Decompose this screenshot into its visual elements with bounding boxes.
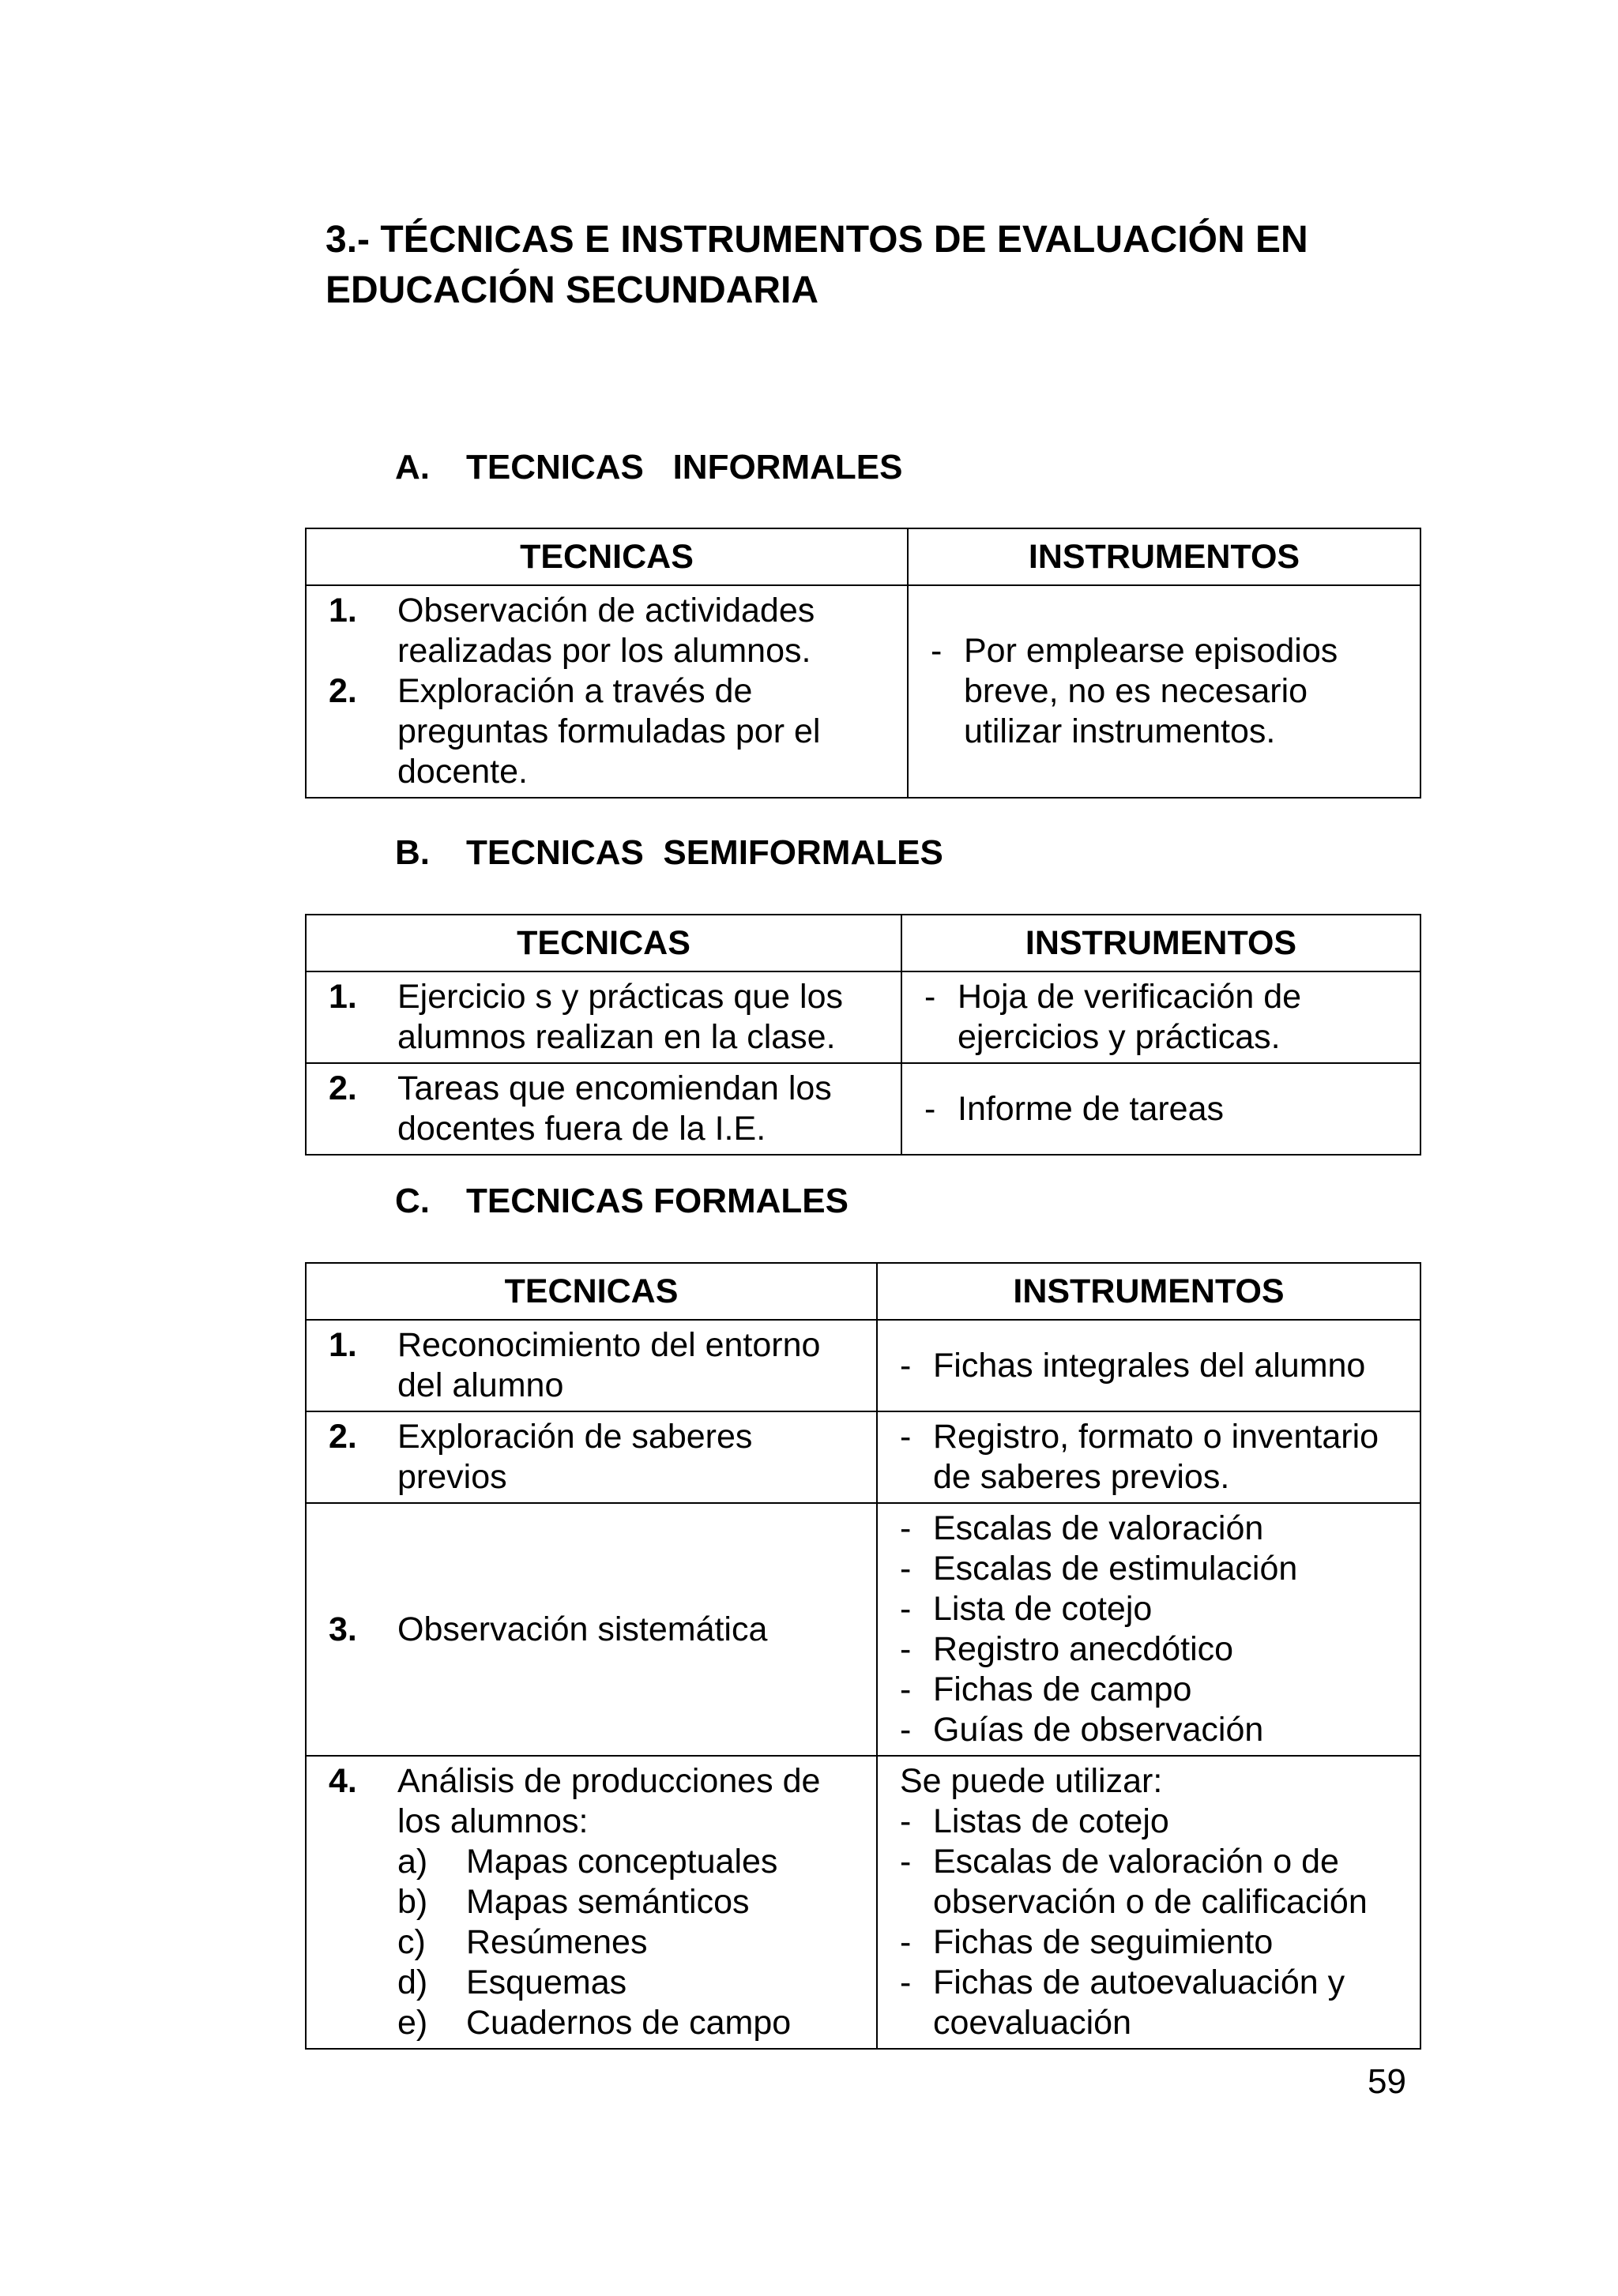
instrumento-text: Fichas de campo	[933, 1670, 1192, 1708]
item-text: Tareas que encomiendan los docentes fuera de la I.E.	[397, 1069, 832, 1148]
instrumento-item: - Registro anecdótico	[900, 1629, 1410, 1670]
instrumento-item: - Informe de tareas	[924, 1089, 1410, 1129]
table-row	[306, 1756, 1420, 2049]
section-heading-c	[395, 1179, 849, 1223]
tecnicas-cell	[306, 585, 908, 798]
page-title-line-1: 3.- TÉCNICAS E INSTRUMENTOS DE EVALUACIÓN EN	[325, 219, 1308, 261]
instrumento-text: Registro, formato o inventario de saberes previos.	[933, 1418, 1379, 1496]
table-semiformales	[305, 914, 1421, 1156]
instrumento-text: Fichas integrales del alumno	[933, 1346, 1366, 1385]
item-number: 2.	[329, 672, 357, 710]
item-text: Exploración de saberes previos	[397, 1418, 753, 1496]
item-text: Observación de actividades realizadas por los alumnos.	[397, 592, 815, 670]
instrumento-item: - Fichas de autoevaluación y coevaluación	[900, 1963, 1410, 2043]
instrumento-text: Fichas de autoevaluación y coevaluación	[933, 1963, 1345, 2042]
tecnicas-cell	[306, 1063, 901, 1155]
sub-item-text: Esquemas	[466, 1963, 627, 2001]
item-text: Ejercicio s y prácticas que los alumnos realizan en la clase.	[397, 978, 843, 1056]
instrumento-item: - Listas de cotejo	[900, 1802, 1410, 1842]
instrumento-text: Escalas de estimulación	[933, 1550, 1298, 1588]
instrumento-item: - Fichas integrales del alumno	[900, 1346, 1410, 1386]
instrumentos-intro: Se puede utilizar:	[900, 1762, 1163, 1800]
page-number: 59	[1368, 2062, 1406, 2101]
item-number: 1.	[329, 1326, 357, 1364]
section-letter: C.	[395, 1182, 430, 1220]
table-informales	[305, 528, 1421, 799]
tecnicas-cell	[306, 1756, 877, 2049]
table-row	[306, 1411, 1420, 1503]
instrumento-text: Escalas de valoración o de observación o de calificación	[933, 1843, 1368, 1921]
item-number: 2.	[329, 1069, 357, 1107]
section-title: TECNICAS FORMALES	[466, 1182, 849, 1220]
instrumento-item: - Escalas de valoración o de observación o de calificación	[900, 1842, 1410, 1922]
instrumentos-cell	[877, 1503, 1420, 1756]
section-title: TECNICAS INFORMALES	[466, 448, 903, 487]
sub-item-text: Mapas semánticos	[466, 1883, 750, 1921]
tecnica-item	[329, 1417, 867, 1497]
instrumento-text: Lista de cotejo	[933, 1590, 1153, 1628]
item-number: 4.	[329, 1762, 357, 1800]
column-header-instrumentos: INSTRUMENTOS	[877, 1263, 1420, 1320]
instrumentos-cell	[877, 1411, 1420, 1503]
section-title: TECNICAS SEMIFORMALES	[466, 833, 943, 872]
table-header-row	[306, 1263, 1420, 1320]
instrumentos-cell	[908, 585, 1420, 798]
section-letter: A.	[395, 448, 430, 487]
column-header-tecnicas: TECNICAS	[306, 915, 901, 971]
sub-item-letter: a)	[397, 1843, 428, 1881]
instrumento-text: Hoja de verificación de ejercicios y prácticas.	[958, 978, 1302, 1056]
table-row	[306, 971, 1420, 1063]
tecnica-item	[329, 1069, 891, 1149]
instrumento-item: - Escalas de estimulación	[900, 1549, 1410, 1589]
tecnicas-cell	[306, 1411, 877, 1503]
column-header-instrumentos: INSTRUMENTOS	[908, 528, 1420, 585]
instrumento-text: Listas de cotejo	[933, 1802, 1169, 1840]
instrumento-text: Informe de tareas	[958, 1089, 1225, 1128]
instrumento-item: - Lista de cotejo	[900, 1589, 1410, 1629]
column-header-instrumentos: INSTRUMENTOS	[901, 915, 1420, 971]
instrumento-item: - Escalas de valoración	[900, 1509, 1410, 1549]
instrumento-text: Registro anecdótico	[933, 1630, 1234, 1668]
sub-item	[329, 1922, 867, 1963]
instrumento-text: Escalas de valoración	[933, 1509, 1264, 1547]
item-number: 3.	[329, 1610, 357, 1648]
table-row	[306, 1503, 1420, 1756]
column-header-tecnicas: TECNICAS	[306, 528, 908, 585]
instrumentos-cell	[901, 971, 1420, 1063]
sub-item	[329, 1963, 867, 2003]
instrumento-item: - Por emplearse episodios breve, no es necesario utilizar instrumentos.	[931, 631, 1410, 752]
page-title-line-2: EDUCACIÓN SECUNDARIA	[325, 269, 819, 311]
sub-item-letter: d)	[397, 1963, 428, 2001]
item-text: Exploración a través de preguntas formuladas por el docente.	[397, 672, 821, 791]
instrumento-text: Por emplearse episodios breve, no es necesario utilizar instrumentos.	[964, 632, 1338, 750]
table-header-row	[306, 528, 1420, 585]
tecnica-item	[329, 1761, 867, 1842]
item-number: 1.	[329, 592, 357, 629]
tecnica-item	[329, 977, 891, 1058]
sub-item	[329, 1842, 867, 1882]
sub-item	[329, 2003, 867, 2043]
instrumento-item: - Registro, formato o inventario de saberes previos.	[900, 1417, 1410, 1497]
sub-item-text: Mapas conceptuales	[466, 1843, 778, 1881]
column-header-tecnicas: TECNICAS	[306, 1263, 877, 1320]
sub-item-letter: c)	[397, 1923, 426, 1961]
table-row	[306, 585, 1420, 798]
tecnicas-cell	[306, 971, 901, 1063]
item-number: 2.	[329, 1418, 357, 1456]
item-text: Observación sistemática	[397, 1610, 768, 1648]
item-text: Reconocimiento del entorno del alumno	[397, 1326, 821, 1404]
table-row	[306, 1063, 1420, 1155]
table-header-row	[306, 915, 1420, 971]
tecnica-item	[329, 1610, 867, 1650]
instrumentos-cell	[877, 1756, 1420, 2049]
page-title	[325, 215, 1432, 316]
tecnicas-cell	[306, 1320, 877, 1411]
tecnica-item	[329, 671, 897, 792]
instrumentos-cell	[901, 1063, 1420, 1155]
sub-item	[329, 1882, 867, 1922]
sub-item-letter: e)	[397, 2004, 428, 2042]
item-text: Análisis de producciones de los alumnos:	[397, 1762, 821, 1840]
instrumento-item: - Hoja de verificación de ejercicios y prácticas.	[924, 977, 1410, 1058]
sub-item-text: Cuadernos de campo	[466, 2004, 792, 2042]
table-formales	[305, 1262, 1421, 2050]
sub-item-text: Resúmenes	[466, 1923, 648, 1961]
item-number: 1.	[329, 978, 357, 1016]
sub-item-letter: b)	[397, 1883, 428, 1921]
tecnica-item	[329, 591, 897, 671]
section-heading-b	[395, 831, 943, 875]
table-row	[306, 1320, 1420, 1411]
instrumento-item: - Guías de observación	[900, 1710, 1410, 1750]
instrumento-item: - Fichas de campo	[900, 1670, 1410, 1710]
instrumento-text: Guías de observación	[933, 1711, 1264, 1749]
instrumentos-cell	[877, 1320, 1420, 1411]
tecnica-item	[329, 1325, 867, 1406]
section-heading-a	[395, 445, 902, 490]
tecnicas-cell	[306, 1503, 877, 1756]
section-letter: B.	[395, 833, 430, 872]
instrumento-text: Fichas de seguimiento	[933, 1923, 1274, 1961]
instrumento-item: - Fichas de seguimiento	[900, 1922, 1410, 1963]
